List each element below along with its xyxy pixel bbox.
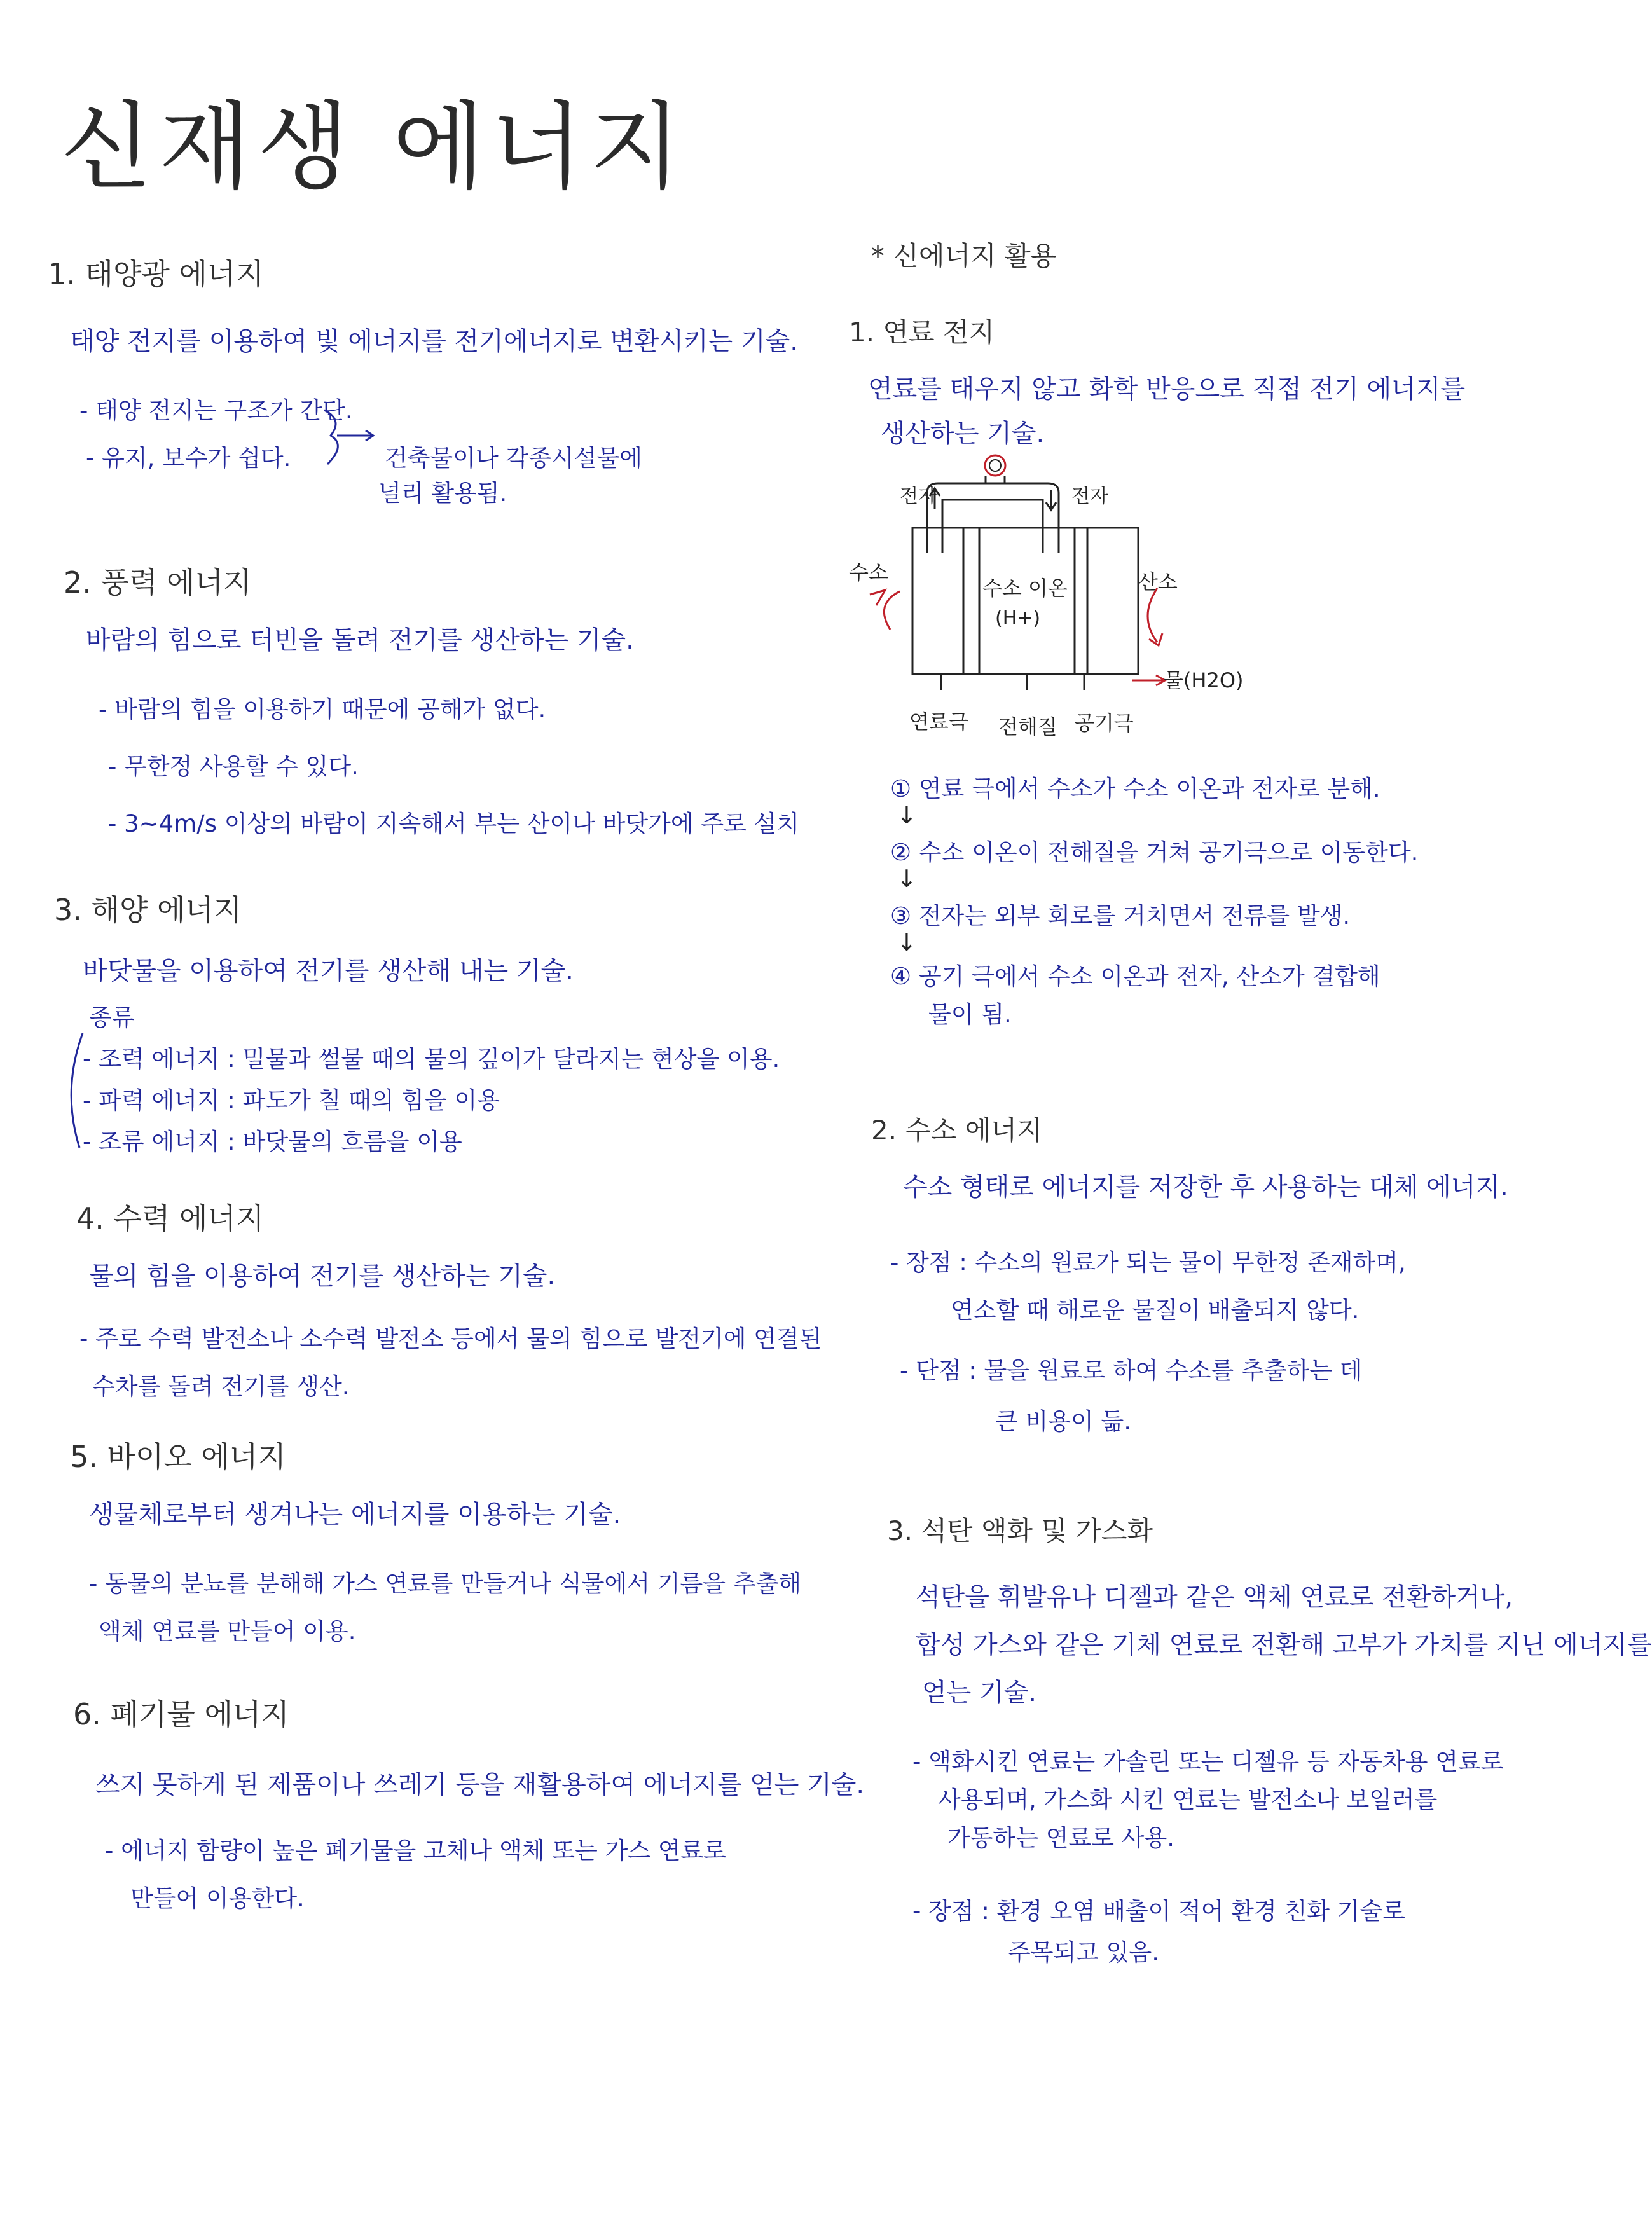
waste-desc: 쓰지 못하게 된 제품이나 쓰레기 등을 재활용하여 에너지를 얻는 기술. bbox=[95, 1770, 865, 1800]
ocean-type-1: - 조력 에너지 : 밀물과 썰물 때의 물의 깊이가 달라지는 현상을 이용. bbox=[83, 1045, 780, 1073]
diagram-ion-formula: (H+) bbox=[995, 607, 1041, 630]
bio-heading: 5. 바이오 에너지 bbox=[70, 1440, 286, 1474]
ocean-type-2: - 파력 에너지 : 파도가 칠 때의 힘을 이용 bbox=[83, 1087, 500, 1114]
coal-bullet-1c: 가동하는 연료로 사용. bbox=[947, 1824, 1174, 1852]
fuel-step-2: ② 수소 이온이 전해질을 거쳐 공기극으로 이동한다. bbox=[890, 839, 1419, 866]
fuel-desc-1: 연료를 태우지 않고 화학 반응으로 직접 전기 에너지를 bbox=[868, 375, 1466, 404]
coal-bullet-1b: 사용되며, 가스화 시킨 연료는 발전소나 보일러를 bbox=[938, 1786, 1438, 1814]
coal-pro-2: 주목되고 있음. bbox=[1008, 1939, 1159, 1966]
fuel-heading: 1. 연료 전지 bbox=[849, 317, 995, 348]
solar-note-1: 건축물이나 각종시설물에 bbox=[385, 444, 642, 472]
hydrogen-con-1: - 단점 : 물을 원료로 하여 수소를 추출하는 데 bbox=[900, 1357, 1363, 1384]
waste-heading: 6. 폐기물 에너지 bbox=[73, 1697, 289, 1731]
diagram-ion: 수소 이온 bbox=[982, 576, 1068, 600]
diagram-electrolyte: 전해질 bbox=[998, 715, 1057, 739]
hydro-bullet-1b: 수차를 돌려 전기를 생산. bbox=[92, 1373, 350, 1400]
ocean-type-3: - 조류 에너지 : 바닷물의 흐름을 이용 bbox=[83, 1128, 462, 1155]
coal-desc-1: 석탄을 휘발유나 디젤과 같은 액체 연료로 전환하거나, bbox=[916, 1583, 1513, 1612]
coal-bullet-1: - 액화시킨 연료는 가솔린 또는 디젤유 등 자동차용 연료로 bbox=[912, 1748, 1504, 1775]
hydrogen-heading: 2. 수소 에너지 bbox=[871, 1115, 1043, 1146]
hydro-bullet-1: - 주로 수력 발전소나 소수력 발전소 등에서 물의 힘으로 발전기에 연결된 bbox=[79, 1325, 822, 1352]
bio-desc: 생물체로부터 생겨나는 에너지를 이용하는 기술. bbox=[89, 1500, 621, 1529]
wind-desc: 바람의 힘으로 터빈을 돌려 전기를 생산하는 기술. bbox=[86, 626, 634, 655]
coal-heading: 3. 석탄 액화 및 가스화 bbox=[887, 1515, 1153, 1546]
wind-bullet-3: - 3~4m/s 이상의 바람이 지속해서 부는 산이나 바닷가에 주로 설치 bbox=[108, 810, 800, 837]
diagram-anode: 연료극 bbox=[909, 710, 968, 734]
diagram-electron-left: 전자 bbox=[900, 485, 937, 507]
solar-desc: 태양 전지를 이용하여 빛 에너지를 전기에너지로 변환시키는 기술. bbox=[70, 327, 798, 356]
fuel-step-4: ④ 공기 극에서 수소 이온과 전자, 산소가 결합해 bbox=[890, 963, 1380, 990]
diagram-hydrogen: 수소 bbox=[849, 560, 888, 584]
fuel-step-3: ③ 전자는 외부 회로를 거치면서 전류를 발생. bbox=[890, 902, 1351, 930]
wind-bullet-2: - 무한정 사용할 수 있다. bbox=[108, 753, 359, 780]
right-header: * 신에너지 활용 bbox=[871, 240, 1057, 272]
bio-bullet-1b: 액체 연료를 만들어 이용. bbox=[99, 1618, 356, 1645]
hydrogen-con-2: 큰 비용이 듦. bbox=[995, 1408, 1131, 1435]
solar-bullet-1: - 태양 전지는 구조가 간단. bbox=[79, 397, 353, 424]
bio-bullet-1: - 동물의 분뇨를 분해해 가스 연료를 만들거나 식물에서 기름을 추출해 bbox=[89, 1570, 801, 1597]
coal-desc-2: 합성 가스와 같은 기체 연료로 전환해 고부가 가치를 지닌 에너지를 bbox=[916, 1630, 1652, 1660]
ocean-heading: 3. 해양 에너지 bbox=[54, 893, 242, 927]
coal-pro-1: - 장점 : 환경 오염 배출이 적어 환경 친화 기술로 bbox=[912, 1897, 1406, 1925]
fuel-step-4b: 물이 됨. bbox=[928, 1001, 1012, 1028]
solar-heading: 1. 태양광 에너지 bbox=[48, 257, 264, 291]
diagram-cathode: 공기극 bbox=[1075, 711, 1134, 735]
brace-arrow bbox=[321, 407, 382, 471]
wind-bullet-1: - 바람의 힘을 이용하기 때문에 공해가 없다. bbox=[99, 696, 546, 723]
hydrogen-pro-2: 연소할 때 해로운 물질이 배출되지 않다. bbox=[951, 1297, 1359, 1324]
solar-bullet-2: - 유지, 보수가 쉽다. bbox=[86, 444, 291, 472]
fuel-step-1: ① 연료 극에서 수소가 수소 이온과 전자로 분해. bbox=[890, 775, 1380, 802]
ocean-types-label: 종류 bbox=[89, 1004, 135, 1031]
diagram-electron-right: 전자 bbox=[1071, 485, 1108, 507]
fuel-desc-2: 생산하는 기술. bbox=[881, 419, 1045, 448]
hydro-desc: 물의 힘을 이용하여 전기를 생산하는 기술. bbox=[89, 1262, 556, 1291]
hydro-heading: 4. 수력 에너지 bbox=[76, 1201, 265, 1235]
step-arrow-3: ↓ bbox=[897, 928, 917, 956]
wind-heading: 2. 풍력 에너지 bbox=[64, 565, 252, 600]
waste-bullet-1: - 에너지 함량이 높은 폐기물을 고체나 액체 또는 가스 연료로 bbox=[105, 1837, 727, 1864]
step-arrow-1: ↓ bbox=[897, 801, 917, 829]
page-title: 신재생 에너지 bbox=[60, 92, 689, 203]
hydrogen-pro-1: - 장점 : 수소의 원료가 되는 물이 무한정 존재하며, bbox=[890, 1249, 1406, 1276]
diagram-water: 물(H2O) bbox=[1164, 668, 1244, 692]
hydrogen-desc: 수소 형태로 에너지를 저장한 후 사용하는 대체 에너지. bbox=[903, 1173, 1508, 1202]
ocean-desc: 바닷물을 이용하여 전기를 생산해 내는 기술. bbox=[83, 956, 574, 986]
coal-desc-3: 얻는 기술. bbox=[922, 1678, 1036, 1707]
waste-bullet-1b: 만들어 이용한다. bbox=[130, 1885, 305, 1912]
step-arrow-2: ↓ bbox=[897, 865, 917, 893]
diagram-oxygen: 산소 bbox=[1138, 570, 1178, 594]
ocean-bracket bbox=[60, 1030, 86, 1151]
solar-note-2: 널리 활용됨. bbox=[378, 479, 507, 507]
